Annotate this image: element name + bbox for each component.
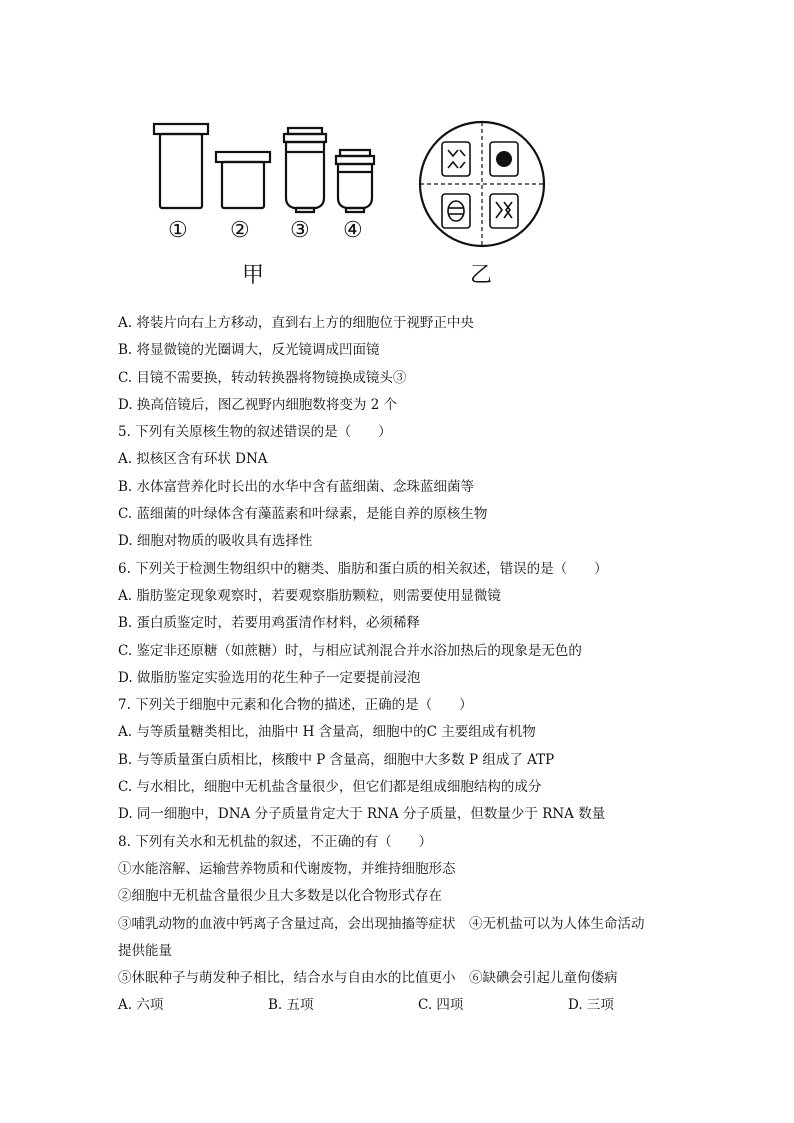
text-line: ①水能溶解、运输营养物质和代谢废物，并维持细胞形态 — [118, 860, 456, 877]
text-line: A. 将装片向右上方移动，直到右上方的细胞位于视野正中央 — [118, 315, 474, 331]
text-line: C. 与水相比，细胞中无机盐含量很少，但它们都是组成细胞结构的成分 — [118, 779, 542, 796]
option-c: C. 四项 — [418, 997, 464, 1014]
option-d: D. 三项 — [568, 997, 614, 1014]
text-line: D. 做脂肪鉴定实验选用的花生种子一定要提前浸泡 — [118, 669, 421, 686]
cell-bottom-right — [490, 194, 518, 228]
text-line: B. 将显微镜的光圈调大，反光镜调成凹面镜 — [118, 342, 380, 359]
cell-top-left — [442, 142, 470, 176]
option-b: B. 五项 — [268, 997, 314, 1014]
eyepiece-1-cap — [154, 124, 208, 134]
question-text — [118, 310, 718, 1020]
eyepiece-1-body — [160, 134, 202, 208]
text-line: 8. 下列有关水和无机盐的叙述，不正确的有（ ） — [118, 833, 433, 850]
text-line: ②细胞中无机盐含量很少且大多数是以化合物形式存在 — [118, 888, 442, 905]
cell-nucleus-dark — [496, 151, 512, 167]
text-line: D. 细胞对物质的吸收具有选择性 — [118, 533, 313, 550]
text-line: 5. 下列有关原核生物的叙述错误的是（ ） — [118, 424, 392, 441]
text-line: C. 鉴定非还原糖（如蔗糖）时，与相应试剂混合并水浴加热后的现象是无色的 — [118, 642, 582, 659]
lens-diagram — [140, 112, 560, 292]
lens-label-1: ① — [168, 218, 188, 243]
text-line: B. 与等质量蛋白质相比，核酸中 P 含量高，细胞中大多数 P 组成了 ATP — [118, 751, 555, 768]
text-line: D. 同一细胞中，DNA 分子质量肯定大于 RNA 分子质量，但数量少于 RNA 数量 — [118, 806, 606, 823]
eyepiece-2-body — [222, 162, 264, 208]
text-line: C. 目镜不需要换，转动转换器将物镜换成镜头③ — [118, 369, 407, 386]
objective-4-body — [338, 164, 372, 208]
lens-label-3: ③ — [290, 218, 310, 243]
lens-label-4: ④ — [343, 218, 363, 243]
text-line: C. 蓝细菌的叶绿体含有藻蓝素和叶绿素，是能自养的原核生物 — [118, 506, 488, 523]
text-line: B. 蛋白质鉴定时，若要用鸡蛋清作材料，必须稀释 — [118, 615, 421, 632]
text-line: 7. 下列关于细胞中元素和化合物的描述，正确的是（ ） — [118, 697, 473, 714]
figure-caption-jia: 甲 — [242, 263, 265, 288]
microscope-figure — [140, 112, 560, 292]
cell-bottom-left — [442, 194, 470, 228]
figure-caption-yi: 乙 — [470, 263, 493, 288]
text-line: ③哺乳动物的血液中钙离子含量过高，会出现抽搐等症状 ④无机盐可以为人体生命活动 — [118, 915, 645, 932]
lens-label-2: ② — [230, 218, 250, 243]
text-line: D. 换高倍镜后，图乙视野内细胞数将变为 2 个 — [118, 396, 398, 413]
text-line: A. 拟核区含有环状 DNA — [118, 451, 268, 468]
text-line: A. 与等质量糖类相比，油脂中 H 含量高，细胞中的C 主要组成有机物 — [118, 724, 536, 741]
q8-options — [118, 992, 718, 1019]
text-line: 6. 下列关于检测生物组织中的糖类、脂肪和蛋白质的相关叙述，错误的是（ ） — [118, 560, 608, 577]
eyepiece-2-cap — [216, 152, 270, 162]
option-a: A. 六项 — [118, 997, 164, 1014]
text-line: B. 水体富营养化时长出的水华中含有蓝细菌、念珠蓝细菌等 — [118, 478, 475, 495]
text-line: ⑤休眠种子与萌发种子相比，结合水与自由水的比值更小 ⑥缺碘会引起儿童佝偻病 — [118, 970, 618, 987]
text-line: A. 脂肪鉴定现象观察时，若要观察脂肪颗粒，则需要使用显微镜 — [118, 587, 501, 604]
text-line: 提供能量 — [118, 942, 172, 959]
